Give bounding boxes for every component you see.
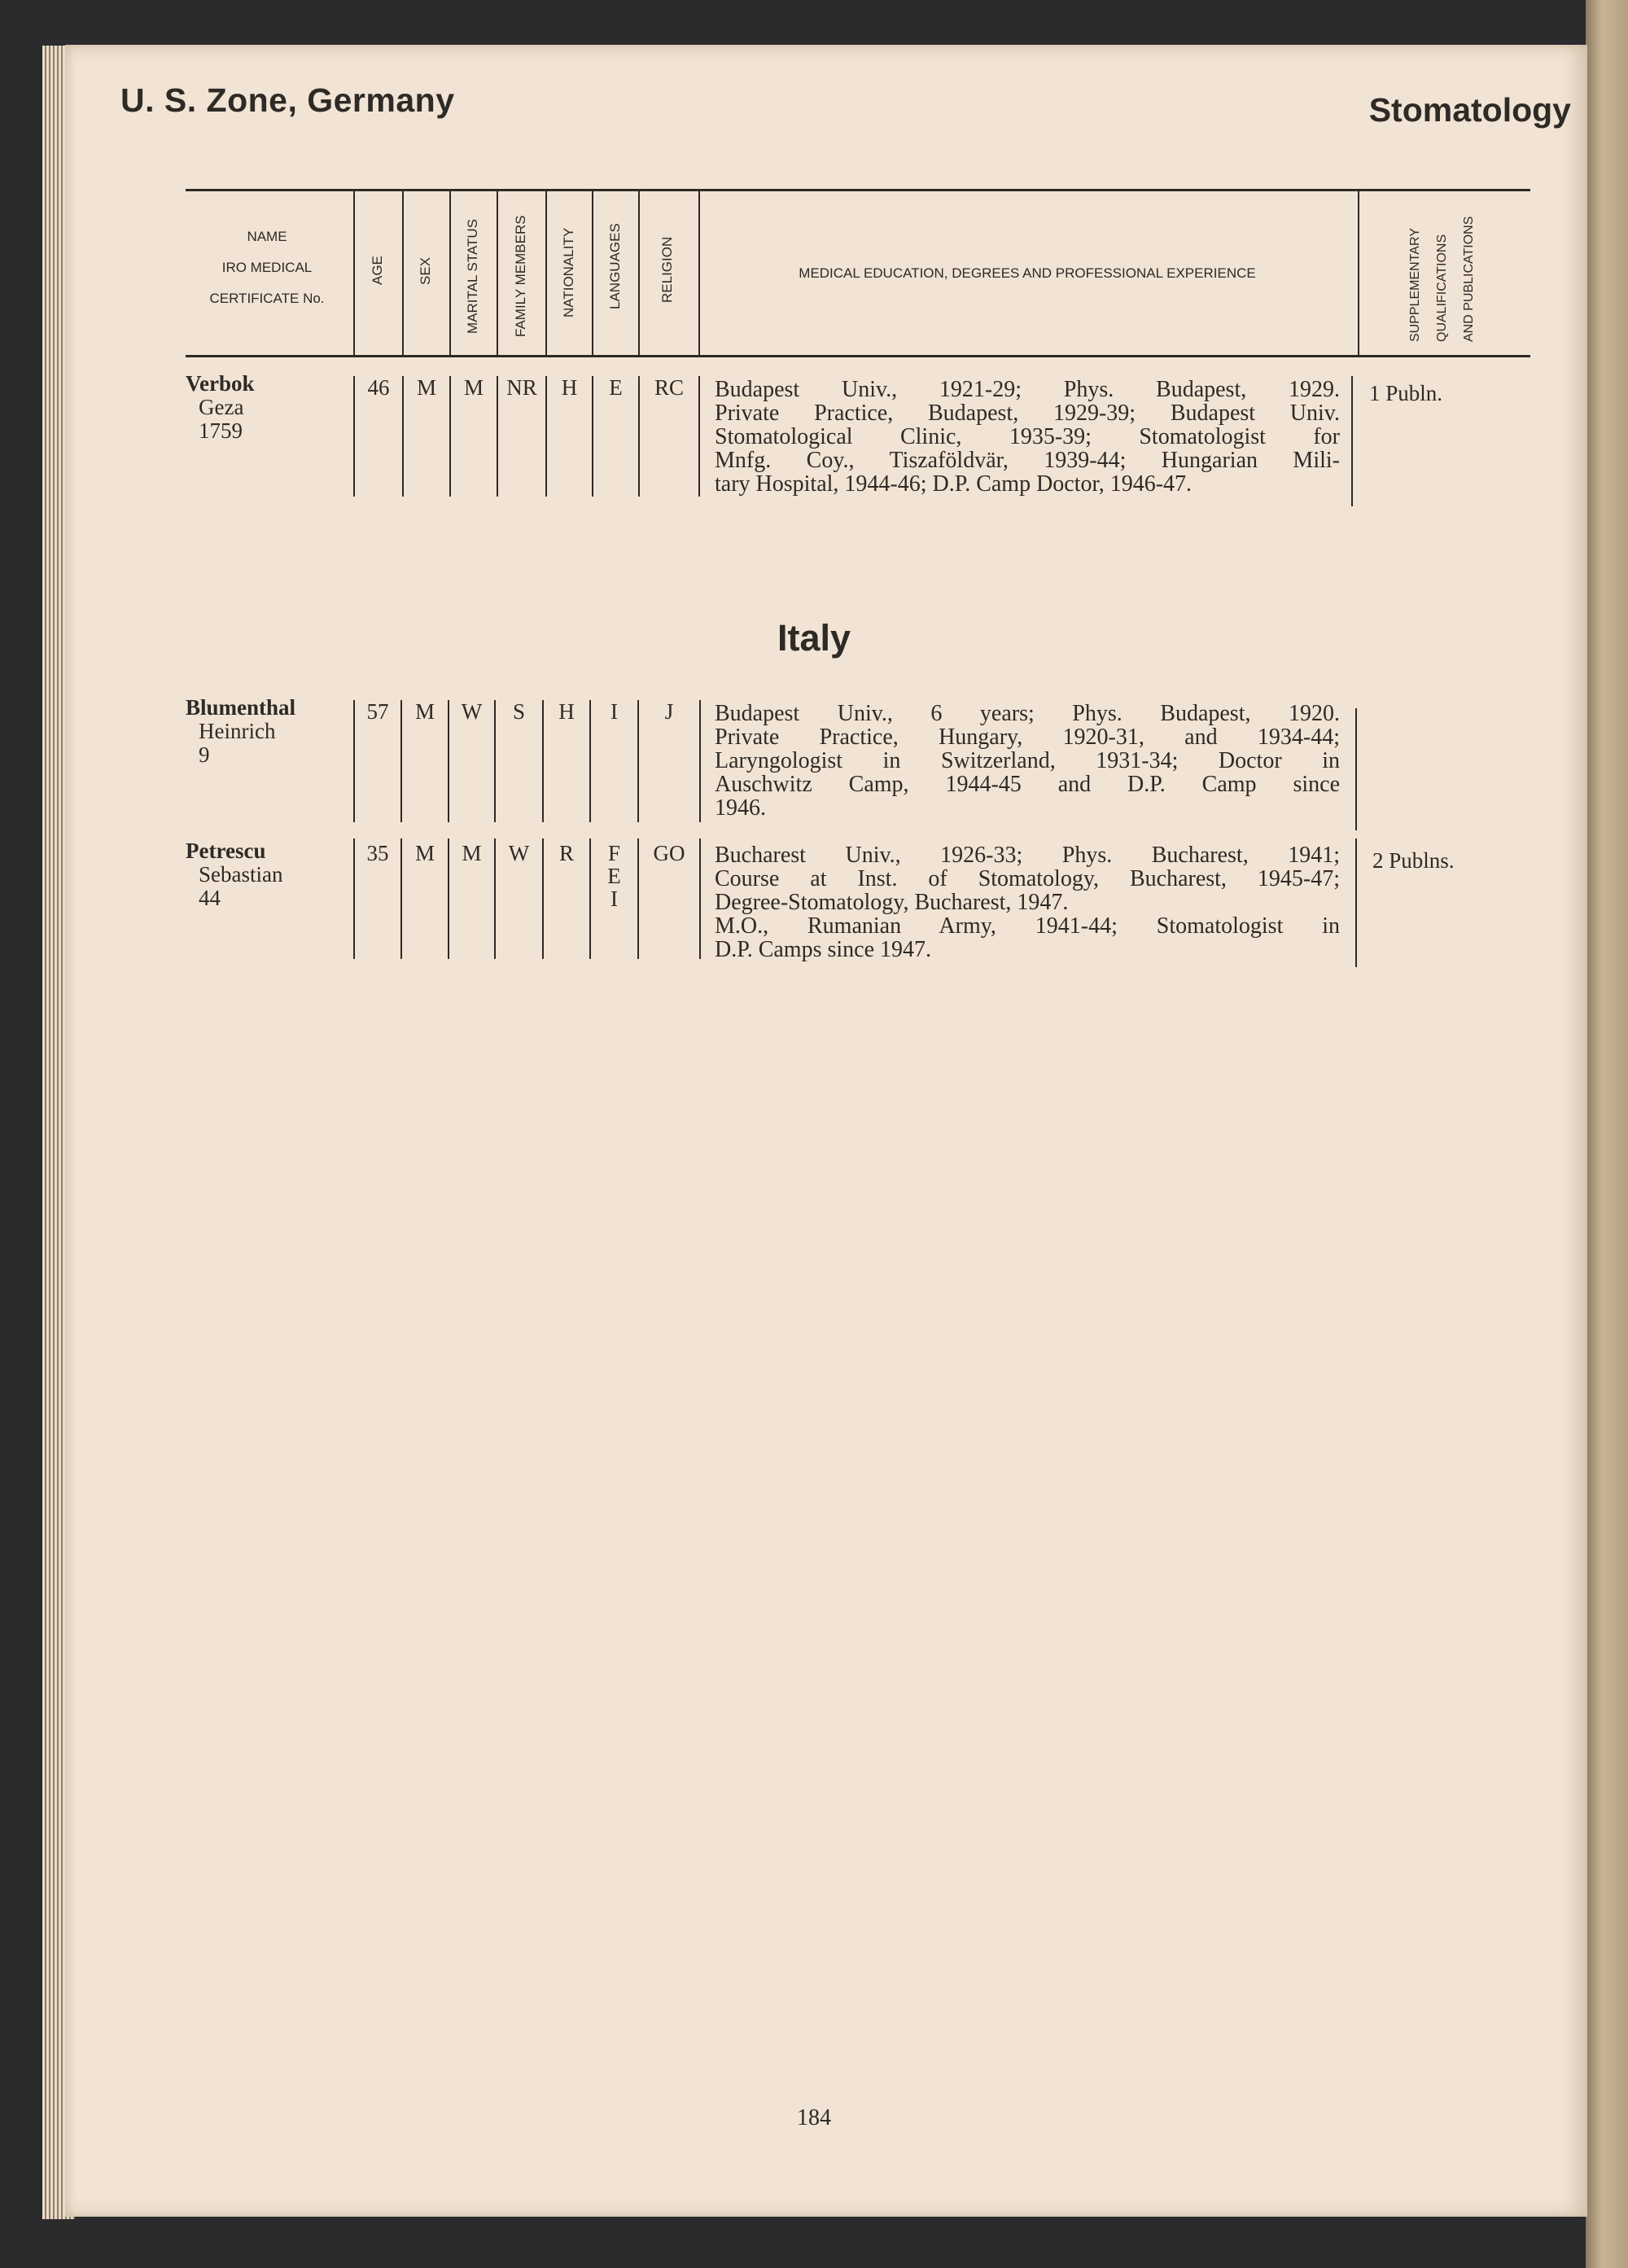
entry-nationality: R	[558, 841, 574, 865]
row-divider	[698, 376, 700, 497]
education-line: Course at Inst. of Stomatology, Bucharest, 1945-47;	[715, 866, 1340, 891]
entry-age: 57	[366, 699, 389, 724]
adjacent-page-edge	[1586, 0, 1628, 2268]
entry-language: E	[607, 864, 621, 888]
entry-age: 35	[366, 841, 389, 865]
entry-religion: J	[664, 699, 674, 724]
header-divider	[449, 191, 451, 355]
education-line: Degree-Stomatology, Bucharest, 1947.	[715, 890, 1069, 915]
column-header-supplementary-line: QUALIFICATIONS	[1435, 234, 1449, 342]
entry-religion: RC	[654, 375, 685, 400]
education-line: Private Practice, Budapest, 1929-39; Budapest Univ.	[715, 401, 1340, 426]
column-header-age: AGE	[370, 256, 385, 285]
header-divider	[698, 191, 700, 355]
column-header-name-line: IRO MEDICAL	[221, 260, 313, 275]
entry-certificate-number: 9	[199, 742, 210, 767]
entry-supplementary: 2 Publns.	[1372, 848, 1455, 873]
education-line: Budapest Univ., 1921-29; Phys. Budapest, 1929.	[715, 377, 1340, 402]
education-line: Stomatological Clinic, 1935-39; Stomatologist for	[715, 424, 1340, 449]
column-header-supplementary-line: SUPPLEMENTARY	[1408, 228, 1422, 342]
header-divider	[497, 191, 498, 355]
column-header-family-members: FAMILY MEMBERS	[513, 215, 528, 337]
entry-sex: M	[416, 375, 436, 400]
entry-education	[715, 378, 1340, 496]
header-divider	[592, 191, 593, 355]
entry-family-members: W	[508, 841, 530, 865]
education-line: Laryngologist in Switzerland, 1931-34; Doctor in	[715, 748, 1340, 773]
entry-marital-status: W	[461, 699, 483, 724]
entry-given-name: Geza	[199, 395, 244, 419]
row-divider	[699, 700, 701, 822]
row-divider	[1355, 838, 1357, 967]
education-line: Mnfg. Coy., Tiszaföldvär, 1939-44; Hungarian Mili-	[715, 448, 1340, 473]
entry-marital-status: M	[462, 841, 482, 865]
section-title: Italy	[777, 617, 851, 659]
education-line: D.P. Camps since 1947.	[715, 937, 931, 962]
entry-family-members: S	[512, 699, 526, 724]
column-header-name-line: CERTIFICATE No.	[209, 291, 325, 306]
entry-certificate-number: 44	[199, 886, 221, 910]
entry-surname: Blumenthal	[186, 695, 296, 720]
entry-age: 46	[367, 375, 390, 400]
column-header-sex: SEX	[418, 256, 433, 285]
header-divider	[1358, 191, 1359, 355]
entry-given-name: Sebastian	[199, 862, 283, 887]
row-divider	[1351, 376, 1353, 506]
entry-surname: Verbok	[186, 371, 255, 396]
entry-language: I	[610, 699, 618, 724]
row-divider	[1355, 708, 1357, 830]
education-line: Bucharest Univ., 1926-33; Phys. Bucharest, 1941;	[715, 843, 1340, 868]
entry-language: I	[610, 887, 618, 911]
entry-surname: Petrescu	[186, 838, 266, 863]
education-line: 1946.	[715, 795, 766, 821]
table-top-rule	[186, 189, 1530, 191]
row-divider	[699, 838, 701, 959]
entry-religion: GO	[653, 841, 685, 865]
education-line: tary Hospital, 1944-46; D.P. Camp Doctor, 1946-47.	[715, 471, 1193, 497]
education-line: M.O., Rumanian Army, 1941-44; Stomatologist in	[715, 913, 1340, 939]
header-divider	[402, 191, 404, 355]
column-header-supplementary	[1402, 217, 1482, 342]
education-line: Budapest Univ., 6 years; Phys. Budapest, 1920.	[715, 701, 1340, 726]
education-line: Private Practice, Hungary, 1920-31, and 1934-44;	[715, 725, 1340, 750]
entry-supplementary: 1 Publn.	[1369, 381, 1443, 405]
header-divider	[353, 191, 355, 355]
entry-language: F	[607, 841, 621, 865]
book-page	[65, 45, 1587, 2217]
entry-certificate-number: 1759	[199, 418, 243, 443]
column-header-marital-status: MARITAL STATUS	[465, 218, 480, 334]
entry-sex: M	[414, 699, 435, 724]
entry-language: E	[609, 375, 623, 400]
entry-nationality: H	[561, 375, 578, 400]
header-divider	[545, 191, 547, 355]
entry-given-name: Heinrich	[199, 719, 276, 743]
column-header-education: MEDICAL EDUCATION, DEGREES AND PROFESSIONAL EXPERIENCE	[799, 265, 1256, 281]
column-header-religion: RELIGION	[659, 236, 675, 303]
header-divider	[638, 191, 640, 355]
education-line: Auschwitz Camp, 1944-45 and D.P. Camp since	[715, 772, 1340, 797]
column-header-name-line: NAME	[247, 229, 287, 244]
entry-education	[715, 843, 1340, 961]
column-header-nationality: NATIONALITY	[561, 227, 576, 317]
column-header-languages: LANGUAGES	[607, 223, 623, 309]
table-header-bottom-rule	[186, 355, 1530, 357]
entry-family-members: NR	[506, 375, 537, 400]
column-header-supplementary-line: AND PUBLICATIONS	[1462, 216, 1476, 342]
entry-education	[715, 702, 1340, 820]
running-header-right: Stomatology	[1368, 91, 1571, 129]
page-number: 184	[797, 2105, 831, 2130]
entry-sex: M	[414, 841, 435, 865]
running-header-left: U. S. Zone, Germany	[120, 81, 455, 119]
column-header-name	[186, 221, 348, 314]
entry-marital-status: M	[463, 375, 484, 400]
entry-nationality: H	[558, 699, 575, 724]
